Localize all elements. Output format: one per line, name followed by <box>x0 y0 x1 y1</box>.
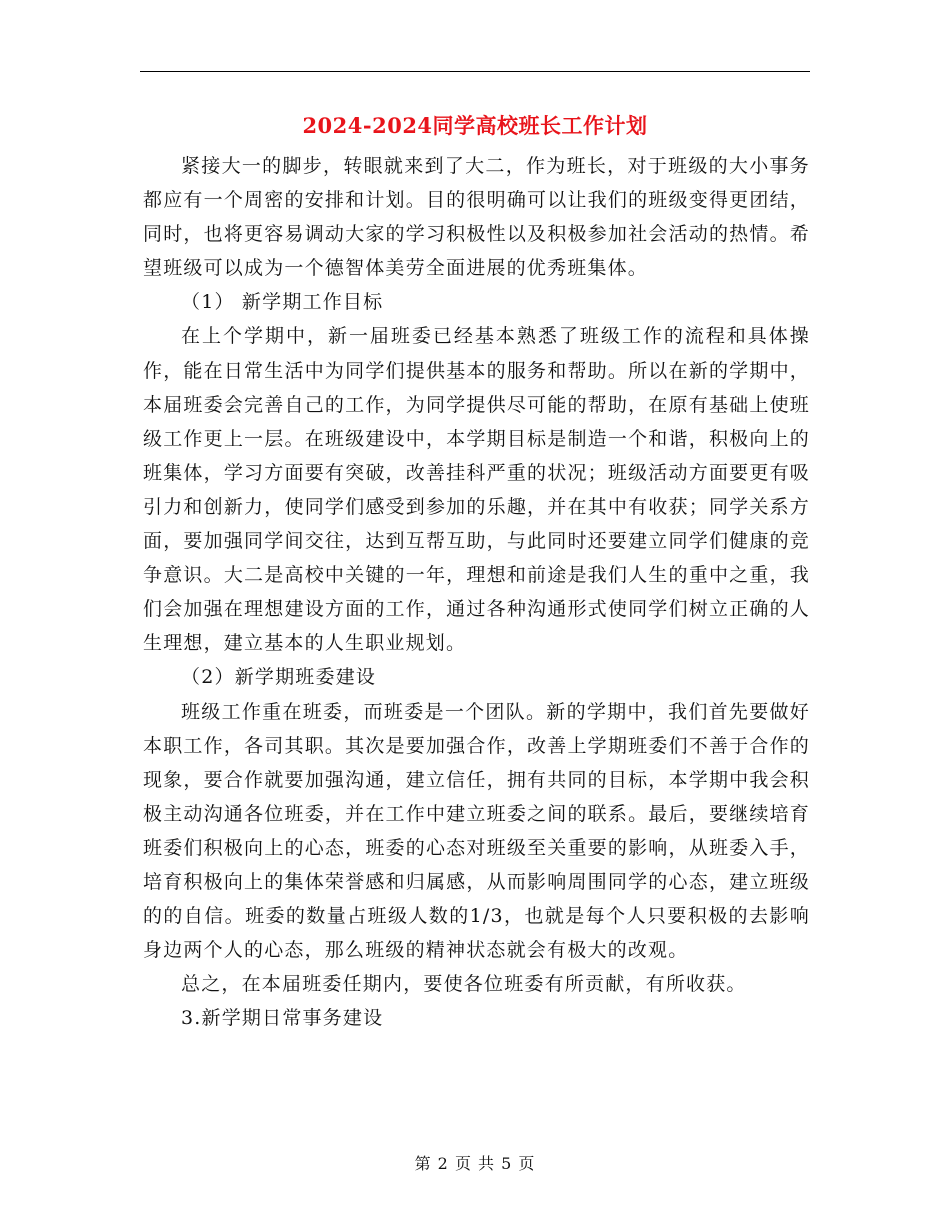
document-title: 2024-2024同学高校班长工作计划 <box>302 113 648 138</box>
document-body <box>143 149 810 1035</box>
header-rule <box>140 71 810 72</box>
section-heading-2: （2）新学期班委建设 <box>181 666 377 689</box>
paragraph-committee: 班级工作重在班委，而班委是一个团队。新的学期中，我们首先要做好本职工作，各司其职。其次是要加强合作，改善上学期班委们不善于合作的现象，要合作就要加强沟通，建立信任，拥有共同的目标，本学期中我会积极主动沟通各位班委，并在工作中建立班委之间的联系。最后，要继续培育班委们积极向上的心态，班委的心态对班级至关重要的影响，从班委入手，培育积极向上的集体荣誉感和归属感，从而影响周围同学的心态，建立班级的的自信。班委的数量占班级人数的1/3，也就是每个人只要积极的去影响身边两个人的心态，那么班级的精神状态就会有极大的改观。 <box>143 700 810 962</box>
page-number: 第 2 页 共 5 页 <box>414 1154 536 1173</box>
paragraph-goals: 在上个学期中，新一届班委已经基本熟悉了班级工作的流程和具体操作，能在日常生活中为同学们提供基本的服务和帮助。所以在新的学期中，本届班委会完善自己的工作，为同学提供尽可能的帮助，在原有基础上使班级工作更上一层。在班级建设中，本学期目标是制造一个和谐，积极向上的班集体，学习方面要有突破，改善挂科严重的状况；班级活动方面要更有吸引力和创新力，使同学们感受到参加的乐趣，并在其中有收获；同学关系方面，要加强同学间交往，达到互帮互助，与此同时还要建立同学们健康的竞争意识。大二是高校中关键的一年，理想和前途是我们人生的重中之重，我们会加强在理想建设方面的工作，通过各种沟通形式使同学们树立正确的人生理想，建立基本的人生职业规划。 <box>143 325 810 655</box>
section-heading-3: 3.新学期日常事务建设 <box>181 1007 384 1030</box>
section-heading-1: （1） 新学期工作目标 <box>181 291 384 314</box>
paragraph-summary: 总之，在本届班委任期内，要使各位班委有所贡献，有所收获。 <box>181 973 747 996</box>
paragraph-intro: 紧接大一的脚步，转眼就来到了大二，作为班长，对于班级的大小事务都应有一个周密的安排和计划。目的很明确可以让我们的班级变得更团结，同时，也将更容易调动大家的学习积极性以及积极参加社会活动的热情。希望班级可以成为一个德智体美劳全面进展的优秀班集体。 <box>143 155 810 280</box>
